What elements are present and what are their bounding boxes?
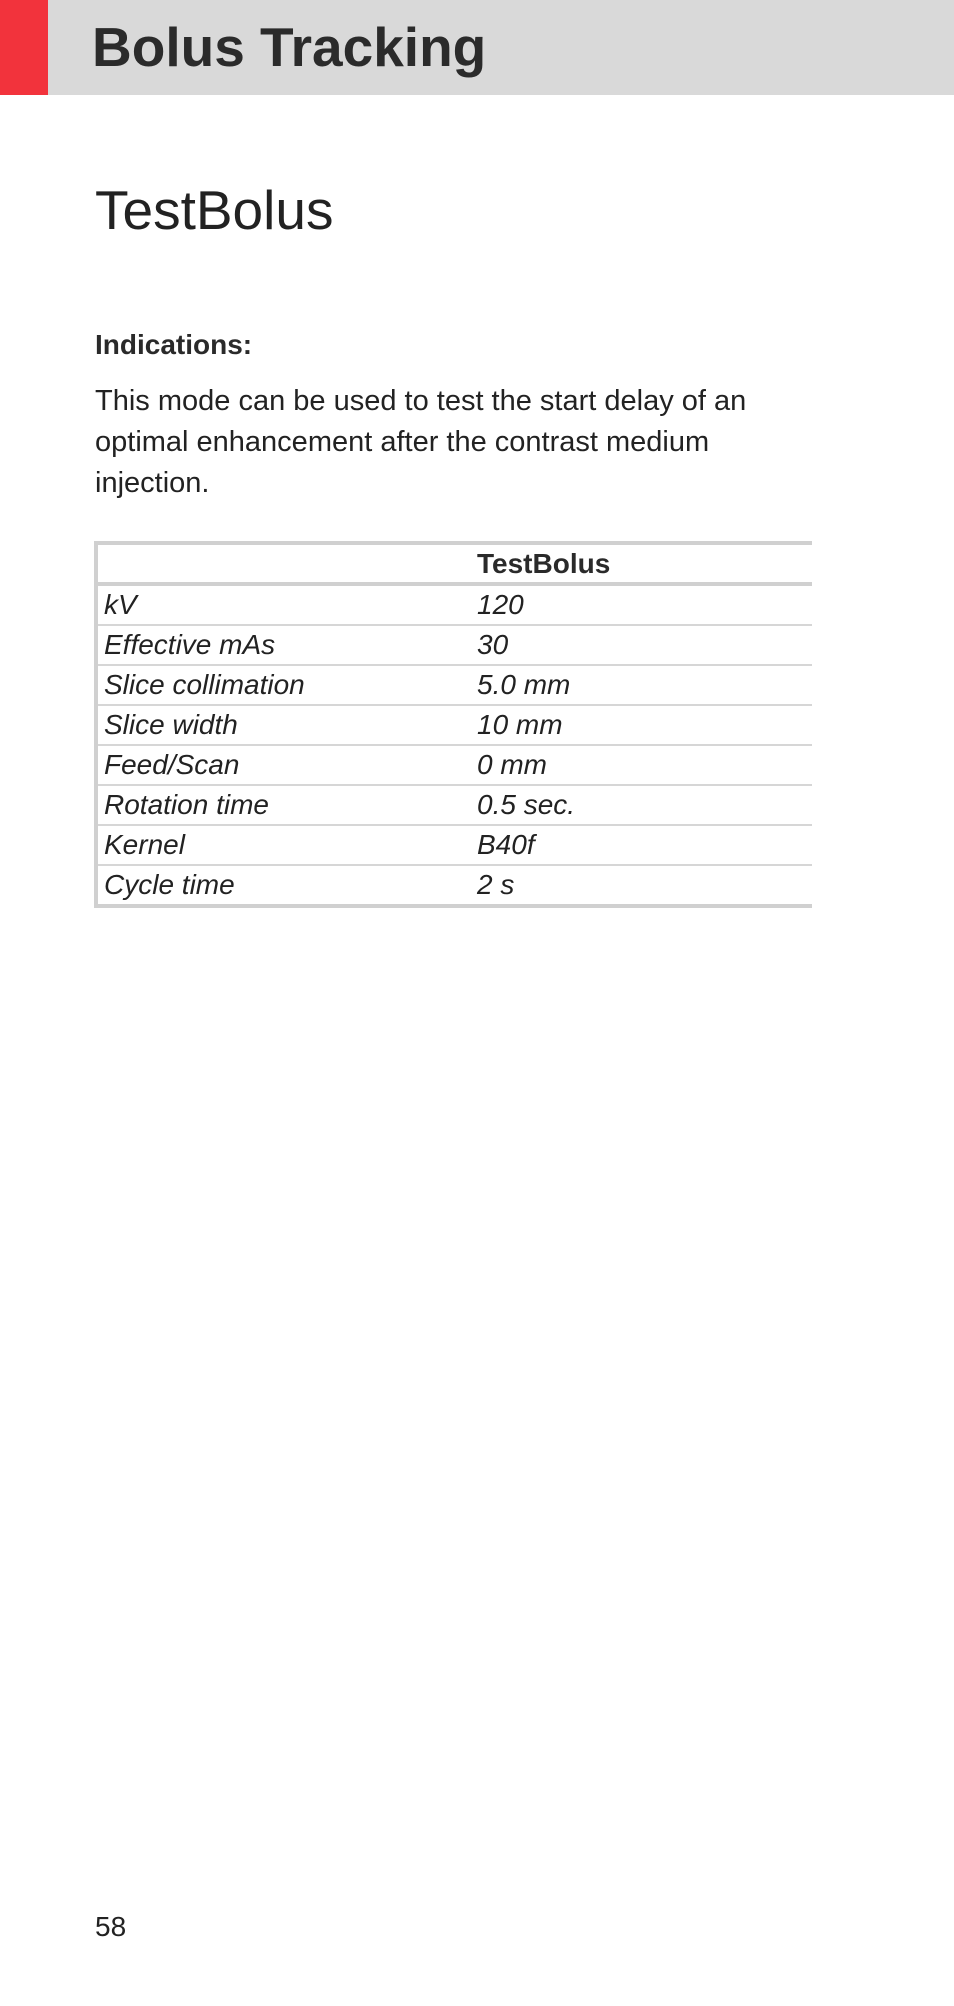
page-number: 58 xyxy=(95,1911,127,1942)
page-title: TestBolus xyxy=(95,179,334,241)
header-accent-stripe xyxy=(0,0,48,95)
table-row xyxy=(96,865,812,906)
table-header-row xyxy=(96,543,812,584)
row-label: Cycle time xyxy=(104,869,235,900)
row-value: 0.5 sec. xyxy=(471,785,812,825)
row-value: 10 mm xyxy=(471,705,812,745)
row-label: Feed/Scan xyxy=(96,745,471,785)
row-label: Kernel xyxy=(96,825,471,865)
table-row xyxy=(96,625,812,665)
row-value: B40f xyxy=(471,825,812,865)
row-value: 120 xyxy=(471,584,812,625)
table-row xyxy=(96,665,812,705)
indications-text: This mode can be used to test the start delay of an optimal enhancement after the contrast medium injection. xyxy=(95,385,747,499)
indications-heading: Indications: xyxy=(95,329,253,360)
row-label: Effective mAs xyxy=(96,625,471,665)
row-label: kV xyxy=(96,584,471,625)
row-value: 2 s xyxy=(477,869,515,900)
row-label: Rotation time xyxy=(96,785,471,825)
chapter-title: Bolus Tracking xyxy=(92,16,487,78)
table-row xyxy=(96,705,812,745)
table-row xyxy=(96,825,812,865)
table-header-value: TestBolus xyxy=(471,543,812,584)
table-row xyxy=(96,745,812,785)
row-label: Slice width xyxy=(96,705,471,745)
row-value: 0 mm xyxy=(471,745,812,785)
table-row xyxy=(96,584,812,625)
row-value: 30 xyxy=(471,625,812,665)
parameters-table xyxy=(94,541,812,908)
row-value: 5.0 mm xyxy=(471,665,812,705)
row-label: Slice collimation xyxy=(96,665,471,705)
table-row xyxy=(96,785,812,825)
table-header-label xyxy=(96,543,471,584)
